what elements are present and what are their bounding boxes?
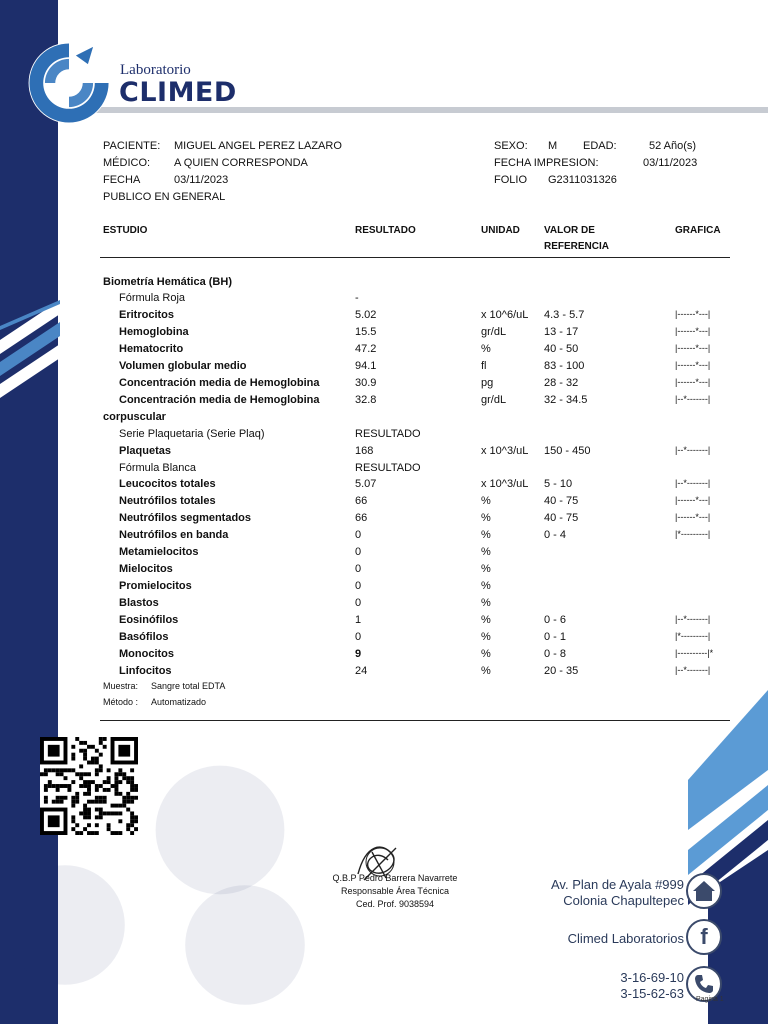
reference-range: 0 - 6	[544, 614, 567, 627]
reference-range: 0 - 8	[544, 647, 567, 660]
result-value: 94.1	[355, 359, 377, 372]
facebook-icon: f	[686, 919, 722, 955]
result-value: 5.07	[355, 478, 377, 491]
signature-cedula: Ced. Prof. 9038594	[355, 899, 435, 909]
result-value: 0	[355, 597, 362, 610]
study-name: Neutrófilos segmentados	[119, 512, 252, 525]
reference-range: 40 - 75	[544, 495, 579, 508]
muestra-label: Muestra:	[103, 681, 139, 691]
header-valor: VALOR DE	[544, 225, 595, 236]
reference-range: 4.3 - 5.7	[544, 308, 585, 321]
reference-range: 40 - 75	[544, 512, 579, 525]
result-value: 0	[355, 631, 362, 643]
watermark-logo	[0, 860, 130, 990]
graph-indicator: |--*-------|	[675, 614, 711, 625]
unit-value: %	[481, 664, 491, 677]
folio-label: FOLIO	[494, 174, 528, 186]
reference-range: 40 - 50	[544, 342, 579, 355]
signature-name: Q.B.P Pedro Barrera Navarrete	[332, 873, 458, 883]
graph-indicator: |--*-------|	[675, 393, 711, 404]
result-value: 24	[355, 664, 368, 677]
table-row	[0, 411, 768, 428]
table-row	[0, 478, 768, 495]
result-value: RESULTADO	[355, 427, 421, 440]
study-name: Hemoglobina	[119, 325, 189, 338]
reference-range: 13 - 17	[544, 325, 579, 338]
reference-range: 150 - 450	[544, 444, 591, 457]
header-resultado: RESULTADO	[355, 225, 416, 236]
graph-indicator: |--*-------|	[675, 444, 711, 455]
publico-label: PUBLICO EN GENERAL	[103, 191, 226, 203]
study-name: Neutrófilos en banda	[119, 529, 229, 542]
graph-indicator: |------*---|	[675, 325, 711, 336]
unit-value: %	[481, 597, 491, 610]
result-value: 0	[355, 546, 362, 559]
graph-indicator: |----------|*	[675, 647, 714, 658]
graph-indicator: |*---------|	[675, 529, 711, 540]
study-name: Volumen globular medio	[119, 359, 247, 372]
address-line1: Av. Plan de Ayala #999	[551, 877, 684, 892]
table-row	[0, 648, 768, 665]
muestra-value: Sangre total EDTA	[151, 681, 226, 691]
table-row	[0, 326, 768, 343]
edad-label: EDAD:	[583, 140, 617, 152]
table-row	[0, 614, 768, 631]
qr-code	[40, 737, 138, 835]
table-row	[0, 563, 768, 580]
result-value: RESULTADO	[355, 461, 421, 474]
medico-label: MÉDICO:	[103, 157, 151, 169]
table-row	[0, 445, 768, 462]
study-name: Hematocrito	[119, 342, 184, 355]
header-referencia: REFERENCIA	[544, 241, 610, 252]
table-row	[0, 529, 768, 546]
study-name: Concentración media de Hemoglobina	[119, 376, 320, 389]
table-row	[0, 546, 768, 563]
result-value: 168	[355, 444, 374, 457]
header-estudio: ESTUDIO	[103, 225, 148, 236]
result-value: 47.2	[355, 342, 377, 355]
metodo-label: Método :	[103, 697, 139, 707]
study-name: Mielocitos	[119, 563, 173, 576]
reference-range: 28 - 32	[544, 376, 579, 389]
result-value: 66	[355, 512, 368, 525]
study-name: Fórmula Roja	[119, 292, 186, 304]
graph-indicator: |*---------|	[675, 631, 711, 641]
metodo-value: Automatizado	[151, 697, 207, 707]
unit-value: %	[481, 580, 491, 593]
study-name: Plaquetas	[119, 444, 171, 457]
table-row	[0, 462, 768, 479]
result-value: 9	[355, 647, 362, 660]
header-unidad: UNIDAD	[481, 225, 520, 236]
study-name: Linfocitos	[119, 664, 172, 677]
unit-value: %	[481, 529, 491, 542]
unit-value: pg	[481, 376, 494, 389]
table-row	[0, 394, 768, 411]
table-row	[0, 631, 768, 648]
medico-value: A QUIEN CORRESPONDA	[174, 157, 308, 169]
graph-indicator: |------*---|	[675, 308, 711, 319]
fecha-value: 03/11/2023	[174, 174, 229, 186]
unit-value: %	[481, 512, 491, 525]
unit-value: %	[481, 563, 491, 576]
impresion-label: FECHA IMPRESION:	[494, 157, 599, 169]
table-row	[0, 597, 768, 614]
table-row	[0, 309, 768, 326]
fecha-label: FECHA	[103, 174, 141, 186]
table-row	[0, 495, 768, 512]
brand-name: CLIMED	[119, 77, 237, 108]
sexo-value: M	[548, 140, 558, 152]
unit-value: %	[481, 614, 491, 627]
brand-small: Laboratorio	[120, 62, 191, 78]
unit-value: x 10^6/uL	[481, 308, 529, 321]
study-name: Fórmula Blanca	[119, 461, 197, 474]
sexo-label: SEXO:	[494, 140, 528, 152]
reference-range: 0 - 4	[544, 529, 567, 542]
graph-indicator: |------*---|	[675, 342, 711, 353]
study-name: Basófilos	[119, 631, 169, 643]
reference-range: 0 - 1	[544, 631, 567, 643]
footer-rule	[100, 720, 730, 721]
study-name: corpuscular	[103, 410, 166, 423]
unit-value: %	[481, 631, 491, 643]
reference-range: 32 - 34.5	[544, 393, 588, 406]
study-name: Leucocitos totales	[119, 478, 216, 491]
paciente-value: MIGUEL ANGEL PEREZ LAZARO	[174, 140, 342, 152]
folio-value: G2311031326	[548, 174, 617, 186]
result-value: 0	[355, 580, 362, 593]
phone-2: 3-15-62-63	[620, 986, 684, 1001]
address-line2: Colonia Chapultepec	[563, 893, 684, 908]
result-value: 15.5	[355, 325, 377, 338]
facebook-text: Climed Laboratorios	[567, 931, 684, 946]
reference-range: 20 - 35	[544, 664, 579, 677]
unit-value: fl	[481, 359, 487, 372]
graph-indicator: |------*---|	[675, 495, 711, 506]
study-name: Metamielocitos	[119, 546, 199, 559]
unit-value: gr/dL	[481, 393, 507, 406]
section-title: Biometría Hemática (BH)	[103, 276, 232, 288]
result-value: 32.8	[355, 393, 377, 406]
graph-indicator: |------*---|	[675, 359, 711, 370]
result-value: 1	[355, 614, 362, 627]
table-row	[0, 512, 768, 529]
header-grafica: GRAFICA	[675, 225, 721, 236]
result-value: 66	[355, 495, 368, 508]
graph-indicator: |--*-------|	[675, 664, 711, 675]
result-value: 0	[355, 529, 362, 542]
study-name: Blastos	[119, 597, 159, 610]
unit-value: x 10^3/uL	[481, 478, 529, 491]
study-name: Monocitos	[119, 647, 174, 660]
page-number: Pagina 1	[696, 996, 724, 1003]
study-name: Serie Plaquetaria (Serie Plaq)	[119, 427, 265, 440]
table-row	[0, 343, 768, 360]
study-name: Promielocitos	[119, 580, 192, 593]
table-row	[0, 580, 768, 597]
paciente-label: PACIENTE:	[103, 140, 161, 152]
impresion-value: 03/11/2023	[643, 157, 698, 169]
result-value: 5.02	[355, 308, 377, 321]
graph-indicator: |------*---|	[675, 376, 711, 387]
study-name: Eosinófilos	[119, 614, 179, 627]
unit-value: %	[481, 546, 491, 559]
study-name: Neutrófilos totales	[119, 495, 216, 508]
study-name: Concentración media de Hemoglobina	[119, 393, 320, 406]
home-icon	[686, 873, 722, 909]
graph-indicator: |--*-------|	[675, 478, 711, 489]
unit-value: gr/dL	[481, 325, 507, 338]
result-value: -	[355, 292, 359, 304]
study-name: Eritrocitos	[119, 308, 175, 321]
unit-value: %	[481, 495, 491, 508]
table-row	[0, 428, 768, 445]
unit-value: x 10^3/uL	[481, 444, 529, 457]
table-header-rule	[100, 257, 730, 258]
result-value: 0	[355, 563, 362, 576]
reference-range: 5 - 10	[544, 478, 573, 491]
table-row	[0, 292, 768, 309]
table-row	[0, 665, 768, 682]
table-row	[0, 360, 768, 377]
result-value: 30.9	[355, 376, 377, 389]
edad-value: 52 Año(s)	[649, 140, 697, 152]
unit-value: %	[481, 647, 491, 660]
signature-role: Responsable Área Técnica	[341, 886, 449, 896]
graph-indicator: |------*---|	[675, 512, 711, 523]
phone-1: 3-16-69-10	[620, 970, 684, 985]
unit-value: %	[481, 342, 491, 355]
table-row	[0, 377, 768, 394]
watermark-logo	[150, 760, 290, 900]
reference-range: 83 - 100	[544, 359, 585, 372]
logo-icon	[26, 40, 112, 126]
